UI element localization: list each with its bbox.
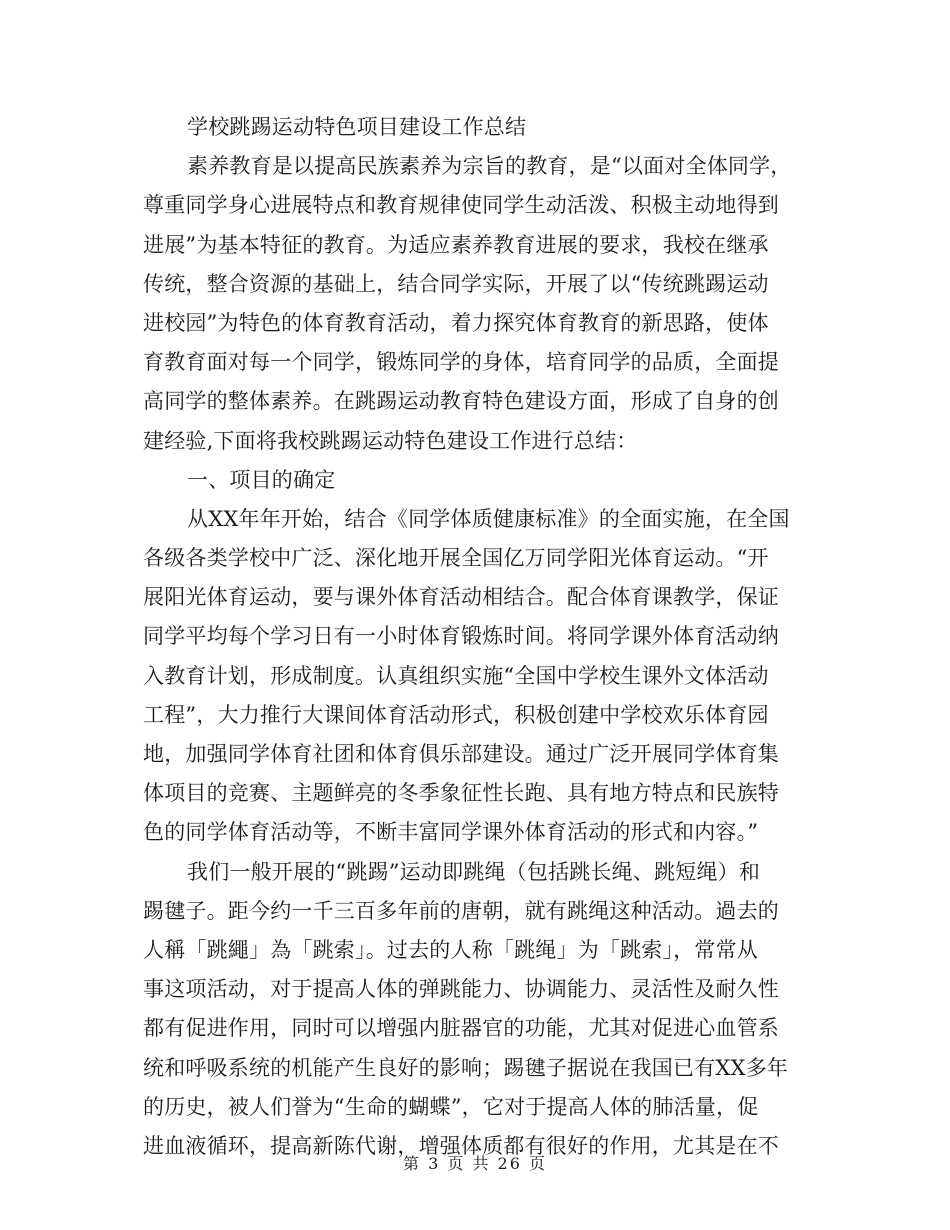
text-line: 建经验,下面将我校跳踢运动特色建设工作进行总结：	[143, 428, 638, 453]
text-line: 素养教育是以提高民族素养为宗旨的教育，是“以面对全体同学，	[187, 154, 792, 179]
text-line: 从XX年年开始，结合《同学体质健康标准》的全面实施，在全国	[187, 506, 790, 531]
text-line: 体项目的竞赛、主题鲜亮的冬季象征性长跑、具有地方特点和民族特	[143, 781, 779, 806]
text-line: 我们一般开展的“跳踢”运动即跳绳（包括跳长绳、跳短绳）和	[187, 859, 761, 884]
text-line: 同学平均每个学习日有一小时体育锻炼时间。将同学课外体育活动纳	[143, 624, 779, 649]
text-line: 进血液循环，提高新陈代谢，增强体质都有很好的作用，尤其是在不	[143, 1133, 779, 1158]
page-footer: 第 3 页 共 26 页	[403, 1154, 547, 1173]
text-line: 传统，整合资源的基础上，结合同学实际，开展了以“传统跳踢运动	[143, 271, 769, 296]
text-line: 事这项活动，对于提高人体的弹跳能力、协调能力、灵活性及耐久性	[143, 977, 779, 1002]
text-line: 地，加强同学体育社团和体育俱乐部建设。通过广泛开展同学体育集	[143, 742, 779, 766]
text-line: 高同学的整体素养。在跳踢运动教育特色建设方面，形成了自身的创	[143, 389, 779, 414]
document-body	[143, 108, 807, 1166]
text-line: 都有促进作用，同时可以增强内脏器官的功能，尤其对促进心血管系	[143, 1016, 779, 1041]
text-line: 尊重同学身心进展特点和教育规律使同学生动活泼、积极主动地得到	[143, 193, 779, 218]
text-line: 人稱「跳繩」為「跳索」。过去的人称「跳绳」为「跳索」，常常从	[143, 937, 758, 962]
text-line: 入教育计划，形成制度。认真组织实施“全国中学校生课外文体活动	[143, 663, 769, 688]
text-line: 育教育面对每一个同学，锻炼同学的身体，培育同学的品质，全面提	[143, 350, 779, 375]
document-title: 学校跳踢运动特色项目建设工作总结	[187, 115, 527, 139]
text-line: 工程”，大力推行大课间体育活动形式，积极创建中学校欢乐体育园	[143, 702, 769, 727]
text-line: 踢毽子。距今约一千三百多年前的唐朝，就有跳绳这种活动。過去的	[143, 898, 779, 923]
text-line: 一、项目的确定	[187, 467, 336, 492]
text-line: 色的同学体育活动等，不断丰富同学课外体育活动的形式和内容。”	[143, 820, 759, 845]
text-line: 进展”为基本特征的教育。为适应素养教育进展的要求，我校在继承	[143, 232, 769, 257]
text-line: 各级各类学校中广泛、深化地开展全国亿万同学阳光体育运动。“开	[143, 546, 769, 571]
text-line: 进校园”为特色的体育教育活动，着力探究体育教育的新思路，使体	[143, 310, 769, 335]
text-line: 统和呼吸系统的机能产生良好的影响；踢毽子据说在我国已有XX多年	[143, 1055, 789, 1080]
text-line: 的历史，被人们誉为“生命的蝴蝶”，它对于提高人体的肺活量，促	[143, 1094, 759, 1119]
text-line: 展阳光体育运动，要与课外体育活动相结合。配合体育课教学，保证	[143, 585, 779, 610]
